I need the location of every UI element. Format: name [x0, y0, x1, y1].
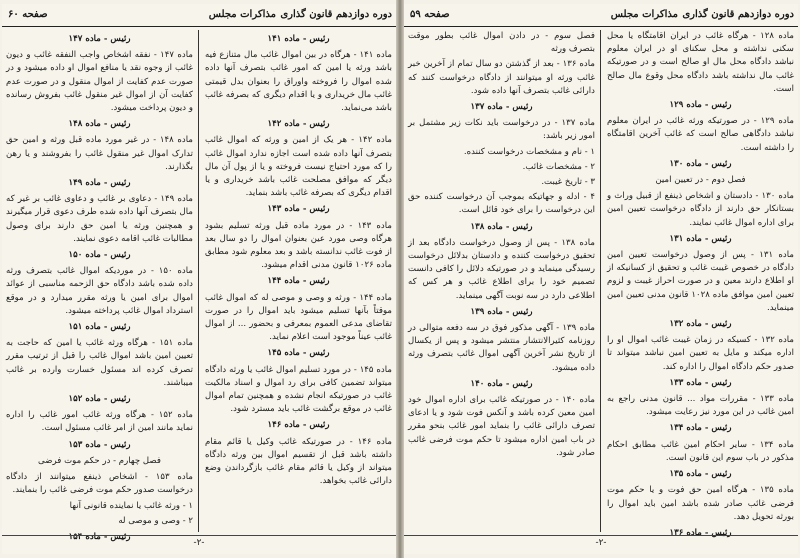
article-paragraph: ماده ۱۴۰ - در صورتیکه غائب برای اداره اموال خود امین معین کرده باشد و آنکس فوت شود و یا ادعای تصرف دارائی غائب را بنماید امور غائب بنحو مقرر در باب امین اداره میشود تا حکم موت فرضی غائب صادر شود. — [408, 395, 595, 458]
article-paragraph: ماده ۱۳۲ - کسیکه در زمان غیبت غائب اموال او را اداره میکند و مایل به تعیین امین نباشد میتواند تا صدور حکم دادگاه اموال را اداره کند. — [607, 335, 794, 372]
article-heading: رئیس - ماده ۱۳۷ — [470, 102, 533, 113]
article-paragraph: ماده ۱۴۴ - ورثه و وصی و موصی له که اموال غائب موقتاً بآنها تسلیم میشود باید اموال را در صورت تقاضای مدعی العموم بمعرفی و بحضور ... از اموال غائب عیناً موجود است اعلام نماید. — [205, 292, 392, 343]
article-paragraph: ۳ - تاریخ غیبت. — [541, 177, 595, 188]
article-paragraph: ماده ۱۴۲ - هر یک از امین و ورثه که اموال غائب بتصرف آنها داده شده است اجازه ندارد اموال غائب را که مورد احتیاج نیست فروخته و یا از پول آن مال دیگر که موافق مصلحت غائب باشد خریداری و یا اقدام دیگری که بصرفه غائب باشد بنماید. — [205, 135, 392, 199]
page-number: صفحه ۵۹ — [410, 9, 450, 20]
article-paragraph: ماده ۱۳۳ - مقررات مواد ... قانون مدنی راجع به امین غائب در این مورد نیز رعایت میشود. — [607, 394, 794, 418]
text-column — [607, 30, 794, 538]
article-heading: رئیس - ماده ۱۵۰ — [68, 250, 131, 261]
article-paragraph: ماده ۱۴۱ - هرگاه در بین اموال غائب مال متنازع فیه باشد ورثه یا امین که امور غائب بتصرف آنها داده شده اموال را فروخته واوراق را بعنوان بدل قیمتی غائب مال خریداری و یا اقدام دیگری که بصرفه غائب باشد می‌نماید. — [205, 50, 392, 114]
article-paragraph: ۱ - ورثه غائب یا نماینده قانونی آنها — [69, 500, 193, 511]
article-heading: رئیس - ماده ۱۳۳ — [669, 377, 732, 388]
article-paragraph: ۲ - وصی و موصی له — [118, 515, 193, 526]
article-heading: رئیس - ماده ۱۴۷ — [68, 34, 131, 44]
article-paragraph: ماده ۱۴۵ - در مورد تسلیم اموال غائب یا ورثه دادگاه میتواند تضمین کافی برای رد اموال و اسناد مالکیت غائب در صورتیکه انجام نشده و همچنین تمام اموال غائب در موقع برگشت غائب باید مسترد شود. — [205, 364, 392, 415]
chapter-heading: فصل چهارم - در حکم موت فرضی — [38, 455, 161, 466]
article-heading: رئیس - ماده ۱۵۱ — [68, 322, 131, 333]
right-page-header — [404, 4, 798, 27]
article-paragraph: ماده ۱۳۰ - دادستان و اشخاص ذینفع از قبیل وراث و بستانکار حق دارند از دادگاه درخواست تعیین امین برای اداره اموال غائب نمایند. — [607, 191, 794, 228]
book-gutter — [396, 0, 404, 558]
section-title: مذاکرات مجلس — [208, 9, 276, 20]
section-title: مذاکرات مجلس — [610, 9, 678, 20]
article-paragraph: ماده ۱۳۹ - آگهی مذکور فوق در سه دفعه متوالی در روزنامه کثیرالانتشار منتشر میشود و پس از یکسال از تاریخ نشر آخرین آگهی اموال غائب بتصرف ورثه داده میشود. — [408, 323, 595, 373]
article-heading: رئیس - ماده ۱۳۵ — [669, 469, 732, 480]
left-page — [2, 4, 396, 554]
article-paragraph: ماده ۱۲۹ - در صورتیکه ورثه غائب در ایران معلوم نباشد دادگاهی صالح است که غائب آخرین اقامتگاه را داشته است. — [607, 116, 794, 153]
article-paragraph: ماده ۱۳۴ - سایر احکام امین غائب مطابق احکام مذکور در باب سوم این قانون است. — [607, 439, 794, 463]
text-column — [408, 30, 595, 532]
page-footer — [2, 535, 396, 550]
volume-title: دوره دوازدهم قانون گذاری — [682, 9, 794, 20]
article-paragraph: ماده ۱۴۶ - در صورتیکه غائب وکیل یا قائم مقام داشته باشد قبل از تقسیم اموال بین ورثه دادگاه میتواند از وکیل یا قائم مقام غائب بازگرداندن وضع دارائی غائب بخواهد. — [205, 436, 392, 487]
volume-title: دوره دوازدهم قانون گذاری — [280, 9, 392, 20]
article-heading: رئیس - ماده ۱۳۴ — [669, 423, 732, 434]
article-paragraph: ماده ۱۳۱ - پس از وصول درخواست تعیین امین دادگاه در خصوص غیبت غائب و تحقیق از کسانیکه از او اطلاع دارند معین و در صورت احراز غیبت و لزوم تعیین امین موافق ماده ۱۰۲۸ قانون مدنی تعیین امین مینماید. — [607, 250, 794, 313]
left-page-header — [2, 4, 396, 27]
article-heading: رئیس - ماده ۱۵۲ — [68, 394, 131, 405]
article-paragraph: ماده ۱۳۷ - در درخواست باید نکات زیر مشتمل بر امور زیر باشد: — [408, 118, 595, 142]
column-divider — [600, 30, 601, 532]
footer-page-mark: -۲- — [193, 538, 205, 548]
column-divider — [198, 30, 199, 532]
article-heading: رئیس - ماده ۱۳۸ — [470, 221, 533, 232]
article-paragraph: ماده ۱۴۷ - نفقه اشخاص واجب النفقه غائب و دیون غائب از وجوه نقد یا منافع اموال او داده میشود و در صورت عدم کفایت از اموال منقول و در صورت عدم کفایت آن از اموال غیر منقول غائب بفروش رسانده و دیون پرداخت میشود. — [6, 50, 193, 114]
text-column — [205, 30, 392, 532]
article-heading: رئیس - ماده ۱۳۱ — [669, 233, 732, 244]
chapter-heading: فصل دوم - در تعیین امین — [655, 175, 746, 186]
article-paragraph: ماده ۱۴۳ - در مورد ماده قبل ورثه تسلیم بشود هرگاه وصی مورد عین بعنوان اموال را دو سال بعد از فوت غائب ندانسته باشد و بعد معلوم شود مطابق ماده ۱۰۲۶ قانون مدنی اقدام میشود. — [205, 220, 392, 271]
article-paragraph: ماده ۱۵۲ - هرگاه ورثه غائب امور غائب را اداره نماید مانند امین از امر غائب مسئول است. — [6, 410, 193, 434]
article-paragraph: ماده ۱۳۵ - هرگاه امین حق فوت و یا حکم موت فرضی غائب صادر شده باشد امین باید اموال را بورثه تحویل دهد. — [607, 485, 794, 522]
article-heading: رئیس - ماده ۱۴۲ — [267, 119, 330, 130]
right-page-columns — [404, 30, 798, 538]
article-heading: رئیس - ماده ۱۳۰ — [669, 158, 732, 169]
article-heading: رئیس - ماده ۱۴۴ — [267, 276, 330, 287]
left-page-columns — [2, 30, 396, 542]
text-column — [6, 30, 193, 542]
page-footer — [404, 535, 798, 550]
article-heading: رئیس - ماده ۱۳۶ — [669, 527, 732, 538]
article-heading: رئیس - ماده ۱۵۳ — [68, 439, 131, 450]
article-paragraph: ۴ - ادله و جهاتیکه بموجب آن درخواست کننده حق این درخواست را برای خود قائل است. — [408, 192, 595, 216]
article-heading: رئیس - ماده ۱۴۱ — [267, 34, 330, 44]
right-page — [404, 4, 798, 554]
article-heading: رئیس - ماده ۱۲۹ — [669, 100, 732, 111]
article-paragraph: ۲ - مشخصات غائب. — [522, 161, 595, 172]
article-paragraph: ماده ۱۴۸ - در غیر مورد ماده قبل ورثه و امین حق تدارک اموال غیر منقول غائب را بفروشند و یا رهن بگذارند. — [6, 135, 193, 172]
article-paragraph: ماده ۱۳۶ - بعد از گذشتن دو سال تمام از آخرین خبر غائب ورثه او میتوانند از دادگاه درخواست کنند که دارائی غائب بتصرف آنها داده شود. — [408, 59, 595, 96]
article-paragraph: ۱ - نام و مشخصات درخواست کننده. — [463, 146, 595, 157]
footer-page-mark: -۲- — [595, 538, 607, 548]
article-heading: رئیس - ماده ۱۴۳ — [267, 204, 330, 215]
article-heading: رئیس - ماده ۱۳۹ — [470, 306, 533, 317]
article-heading: رئیس - ماده ۱۴۰ — [470, 378, 533, 389]
article-heading: رئیس - ماده ۱۴۹ — [68, 178, 131, 189]
page-number: صفحه ۶۰ — [8, 9, 48, 20]
article-heading: رئیس - ماده ۱۳۲ — [669, 319, 732, 330]
article-paragraph: فصل سوم - در دادن اموال غائب بطور موقت بتصرف ورثه — [408, 31, 595, 55]
article-paragraph: ماده ۱۵۰ - در موردیکه اموال غائب بتصرف ورثه داده شده باشد دادگاه حق الزحمه مناسبی از عوائد اموال برای امین یا ورثه مقرر میدارد و در موقع استرداد اموال غائب پرداخته میشود. — [6, 266, 193, 316]
article-paragraph: ماده ۱۵۳ - اشخاص ذینفع میتوانند از دادگاه درخواست صدور حکم موت فرضی غائب را بنمایند. — [6, 472, 193, 496]
article-paragraph: ماده ۱۲۸ - هرگاه غائب در ایران اقامتگاه یا محل سکنی نداشته و محل سکنای او در ایران معلوم نباشد دادگاه محل مال او صالح است و در صورتیکه غائب مال نداشته باشد دادگاه محل وقوع مال صالح است. — [607, 31, 794, 94]
article-paragraph: ماده ۱۴۹ - دعاوی بر غائب و دعاوی غائب بر غیر که مال بتصرف آنها داده شده طرف دعوی قرار میگیرند و همچنین ورثه یا امین حق دارند برای وصول مطالبات غائب اقامه دعوی نمایند. — [6, 194, 193, 244]
article-heading: رئیس - ماده ۱۵۴ — [68, 531, 131, 542]
article-heading: رئیس - ماده ۱۴۵ — [267, 348, 330, 359]
article-heading: رئیس - ماده ۱۴۶ — [267, 420, 330, 431]
article-paragraph: ماده ۱۵۱ - هرگاه ورثه غائب یا امین که حاجت به تعیین امین باشد اموال غائب را قبل از ترتیب مقرر تصرف کرده اند مسئول خسارت وارده بر غائب میباشند. — [6, 338, 193, 388]
article-paragraph: ماده ۱۳۸ - پس از وصول درخواست دادگاه بعد از تحقیق درخواست کننده و دادستان بدلائل درخواست رسیدگی مینماید و در صورتیکه دلائل را کافی دانست تصمیم خود را برای اطلاع غائب و هر کس که اطلاعی دارد در سه نوبت آگهی مینماید. — [408, 237, 595, 301]
article-heading: رئیس - ماده ۱۴۸ — [68, 119, 131, 130]
